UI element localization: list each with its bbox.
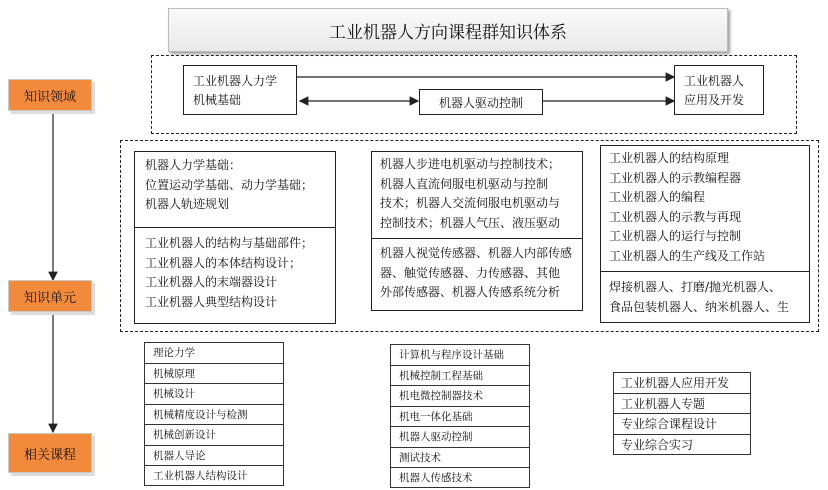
unit-text: 位置运动学基础、动力学基础； [145,177,314,192]
unit-application-top [601,146,809,272]
course-list-mechanics [144,342,284,486]
unit-mechanics-bottom [135,228,335,316]
unit-column-mechanics [134,151,336,324]
course-item: 专业综合课程设计 [614,414,750,435]
unit-text: 工业机器人的本体结构设计； [145,255,302,270]
unit-text: 工业机器人的生产线及工作站 [609,248,766,263]
course-item: 机械创新设计 [145,425,283,446]
unit-text: 外部传感器、机器人传感系统分析 [380,285,561,299]
unit-text: 工业机器人的示教与再现 [609,209,742,224]
course-item: 理论力学 [145,343,283,364]
unit-text: 机器人轨迹规划 [145,197,230,211]
domain-box-application-line2: 应用及开发 [684,93,745,107]
domain-box-mechanics [183,65,297,115]
unit-text: 控制技术；机器人气压、液压驱动 [380,215,561,230]
course-item: 机器人导论 [145,446,283,467]
unit-text: 机器人力学基础： [145,158,242,172]
unit-drive-top [372,152,582,239]
course-item: 工业机器人专题 [614,394,750,415]
domain-box-application [674,65,764,115]
unit-text: 工业机器人典型结构设计 [145,294,278,309]
unit-text: 工业机器人的结构原理 [609,151,730,165]
course-item: 计算机与程序设计基础 [391,345,529,366]
unit-text: 工业机器人的示教编程器 [609,170,742,185]
course-item: 机电一体化基础 [391,407,529,428]
course-list-drive [390,344,530,488]
domain-box-mechanics-line1: 工业机器人力学 [193,74,278,88]
stage-knowledge-unit: 知识单元 [8,280,92,312]
course-item: 机械精度设计与检测 [145,405,283,426]
unit-text: 工业机器人的编程 [609,190,706,204]
course-item: 机器人驱动控制 [391,427,529,448]
stage-related-courses: 相关课程 [8,433,92,473]
unit-text: 食品包装机器人、纳米机器人、生 [609,299,790,314]
course-item: 机器人传感技术 [399,472,473,484]
domain-box-drive-control: 机器人驱动控制 [419,89,543,115]
course-list-application [613,372,751,455]
course-item: 工业机器人应用开发 [614,373,750,394]
domain-box-application-line1: 工业机器人 [684,74,745,88]
unit-column-application [600,145,810,323]
course-item: 测试技术 [391,448,529,469]
unit-column-drive [371,151,583,311]
unit-text: 工业机器人的结构与基础部件； [145,236,314,250]
unit-text: 工业机器人的运行与控制 [609,229,742,243]
unit-text: 机器人步进电机驱动与控制技术； [380,157,561,171]
unit-text: 焊接机器人、打磨/抛光机器人、 [609,280,782,294]
domain-box-mechanics-line2: 机械基础 [193,93,242,107]
diagram-title: 工业机器人方向课程群知识体系 [168,8,728,52]
unit-text: 技术；机器人交流伺服电机驱动与 [380,196,561,210]
unit-text: 机器人直流伺服电机驱动与控制 [380,176,549,191]
unit-drive-bottom [372,239,582,308]
course-item: 机械设计 [145,384,283,405]
course-item: 机械控制工程基础 [391,366,529,387]
course-item: 机电微控制器技术 [391,386,529,407]
unit-text: 工业机器人的末端器设计 [145,275,278,289]
course-item: 工业机器人结构设计 [153,470,248,482]
course-item: 专业综合实习 [621,437,694,452]
unit-text: 机器人视觉传感器、机器人内部传感 [380,246,573,260]
course-item: 机械原理 [145,364,283,385]
stage-knowledge-domain: 知识领域 [8,79,92,111]
unit-application-bottom [601,272,809,323]
unit-mechanics-top [135,152,335,228]
unit-text: 器、触觉传感器、力传感器、其他 [380,265,561,280]
